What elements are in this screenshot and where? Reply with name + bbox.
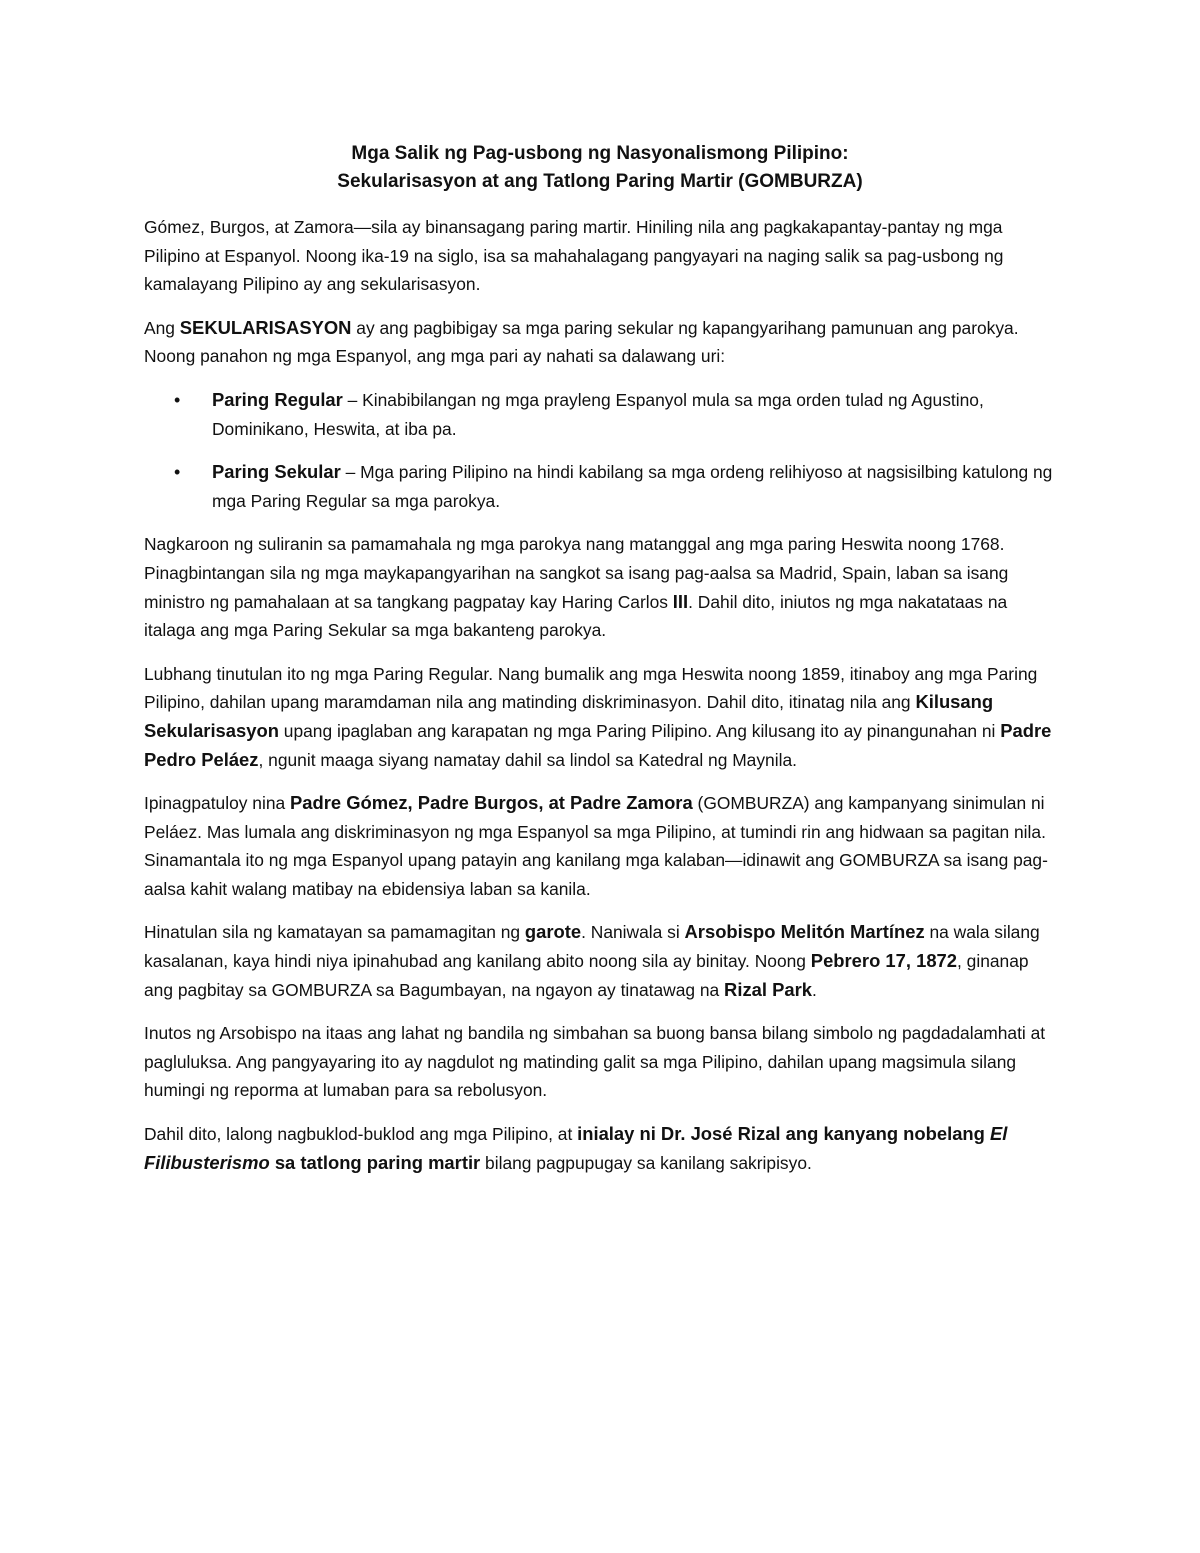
text-run: Nagkaroon ng suliranin sa pamamahala ng mga parokya nang matanggal ang mga paring Heswita noong 1768. Pinagbintangan sila ng mga maykapangyarihan na sangkot sa isang pag-aalsa sa Madrid, Spain, laban sa isang ministro ng pamahalaan at sa tangkang pagpatay kay Haring Carlos	[144, 534, 1009, 612]
bold-term: Kilusang Sekularisasyon	[144, 691, 994, 741]
bold-term: sa tatlong paring martir	[269, 1151, 481, 1173]
bold-term: Arsobispo Melitón Martínez	[684, 921, 925, 943]
paragraph-intro: Gómez, Burgos, at Zamora—sila ay binansagang paring martir. Hiniling nila ang pagkakapantay-pantay ng mga Pilipino at Espanyol. Noong ika-19 na siglo, isa sa mahahalagang pangyayari na naging salik sa pag-usbong ng kamalayang Pilipino ay ang sekularisasyon.	[144, 217, 1004, 295]
bold-term: Paring Sekular	[212, 461, 341, 483]
text-run: ay ang pagbibigay sa mga paring sekular ng kapangyarihang pamunuan ang parokya. Noong panahon ng mga Espanyol, ang mga pari ay nahati sa dalawang uri:	[144, 317, 1019, 367]
bullet-icon: •	[174, 462, 181, 483]
list-item-paring-regular	[144, 386, 1056, 443]
paragraph-conclusion	[144, 1120, 1056, 1177]
book-title: El Filibusterismo	[144, 1123, 1008, 1173]
bold-term: SEKULARISASYON	[179, 316, 352, 338]
text-run: Hinatulan sila ng kamatayan sa pamamagitan ng	[144, 922, 525, 943]
bold-term: III	[672, 590, 689, 612]
text-run: – Kinabibilangan ng mga prayleng Espanyol mula sa mga orden tulad ng Agustino, Dominikano, Heswita, at iba pa.	[212, 389, 984, 439]
paragraph-kilusan	[144, 660, 1056, 774]
document-title	[144, 140, 1056, 196]
bold-term: Padre Pedro Peláez	[144, 719, 1052, 770]
text-run: na wala silang kasalanan, kaya hindi niya ipinahubad ang kanilang abito noong sila ay binitay. Noong	[144, 922, 1040, 972]
paragraph-pagluluksa: Inutos ng Arsobispo na itaas ang lahat ng bandila ng simbahan sa buong bansa bilang simbolo ng pagdadalamhati at pagluluksa. Ang pangyayaring ito ay nagdulot ng matinding galit sa mga Pilipino, dahilan upang magsimula silang humingi ng reporma at lumaban para sa rebolusyon.	[144, 1023, 1046, 1101]
bold-term: Padre Gómez, Padre Burgos, at Padre Zamora	[290, 792, 693, 814]
priest-types-list	[144, 386, 1056, 515]
text-run: upang ipaglaban ang karapatan ng mga Paring Pilipino. Ang kilusang ito ay pinangunahan ni	[278, 720, 1001, 741]
bold-term: inialay ni Dr. José Rizal ang kanyang nobelang	[577, 1123, 991, 1145]
paragraph-gomburza	[144, 789, 1056, 903]
text-run: , ginanap ang pagbitay sa GOMBURZA sa Bagumbayan, na ngayon ay tinatawag na	[144, 951, 1029, 1000]
title-line-1: Mga Salik ng Pag-usbong ng Nasyonalismong Pilipino:	[351, 143, 849, 164]
text-run: – Mga paring Pilipino na hindi kabilang sa mga ordeng relihiyoso at nagsisilbing katulong ng mga Paring Regular sa mga parokya.	[212, 462, 1053, 511]
text-run: . Dahil dito, iniutos ng mga nakatataas na italaga ang mga Paring Sekular sa mga bakanteng parokya.	[144, 591, 1008, 641]
paragraph-heswita	[144, 530, 1056, 644]
text-run: bilang pagpupugay sa kanilang sakripisyo.	[480, 1152, 812, 1173]
paragraph-definition	[144, 314, 1056, 371]
text-run: , ngunit maaga siyang namatay dahil sa lindol sa Katedral ng Maynila.	[258, 749, 797, 770]
text-run: Ipinagpatuloy nina	[144, 793, 291, 814]
bold-term: Pebrero 17, 1872	[810, 950, 957, 972]
text-run: .	[811, 979, 817, 1000]
text-run: Ang	[144, 317, 180, 338]
bullet-icon: •	[174, 389, 181, 410]
text-run: Lubhang tinutulan ito ng mga Paring Regular. Nang bumalik ang mga Heswita noong 1859, itinaboy ang mga Paring Pilipino, dahilan upang maramdaman nila ang matinding diskriminasyon. Dahil dito, itinatag nila ang	[144, 663, 1038, 713]
text-run: . Naniwala si	[581, 922, 685, 943]
bold-term: Rizal Park	[724, 978, 812, 1000]
text-run: Dahil dito, lalong nagbuklod-buklod ang mga Pilipino, at	[144, 1124, 578, 1145]
list-item-paring-sekular	[144, 458, 1056, 515]
title-line-2: Sekularisasyon at ang Tatlong Paring Martir (GOMBURZA)	[337, 171, 863, 192]
bold-term: garote	[524, 921, 582, 943]
text-run: (GOMBURZA) ang kampanyang sinimulan ni Peláez. Mas lumala ang diskriminasyon ng mga Espanyol sa mga Pilipino, at tumindi rin ang hidwaan sa pagitan nila. Sinamantala ito ng mga Espanyol upang patayin ang kanilang mga kalaban—idinawit ang GOMBURZA sa isang pag-aalsa kahit walang matibay na ebidensiya laban sa kanila.	[144, 793, 1048, 899]
bold-term: Paring Regular	[212, 388, 343, 410]
paragraph-pagbitay	[144, 918, 1056, 1004]
